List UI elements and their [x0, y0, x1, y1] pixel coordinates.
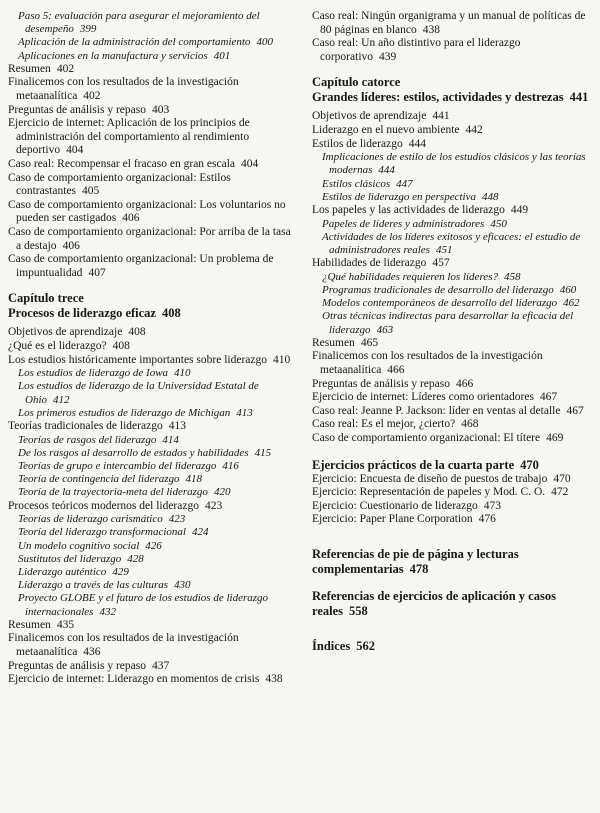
toc-entry-text: Implicaciones de estilo de los estudios clásicos y las teorías modernas: [322, 151, 586, 177]
toc-entry-text: Sustitutos del liderazgo: [18, 552, 122, 565]
toc-entry-text: Resumen: [312, 336, 355, 349]
toc-entry-page-number: 404: [241, 157, 259, 170]
toc-entry-page-number: 441: [432, 110, 450, 123]
toc-entry-text: Aplicación de la administración del comportamiento: [18, 36, 251, 49]
toc-entry-text: Preguntas de análisis y repaso: [312, 377, 450, 390]
toc-entry-text: Capítulo catorce: [312, 75, 401, 90]
toc-entry-page-number: 402: [56, 62, 75, 75]
toc-entry-main: [8, 172, 294, 199]
toc-entry-page-number: 407: [88, 266, 106, 279]
toc-entry-sub: [18, 10, 294, 36]
toc-entry-page-number: 473: [483, 499, 501, 512]
toc-entry-text: Teorías de liderazgo carismático: [18, 513, 163, 526]
toc-entry-text: Liderazgo auténtico: [18, 565, 107, 578]
toc-entry-sub: [322, 178, 598, 191]
toc-entry-text: Objetivos de aprendizaje: [312, 110, 427, 123]
toc-entry-text: Ejercicio de internet: Líderes como orientadores: [312, 391, 534, 404]
toc-entry-main: [8, 500, 294, 514]
toc-entry-chapter-title: [8, 306, 294, 321]
toc-entry-text: Programas tradicionales de desarrollo del liderazgo: [322, 283, 554, 296]
toc-entry-text: Resumen: [8, 618, 51, 631]
toc-entry-sub: [322, 231, 598, 257]
toc-entry-page-number: 478: [409, 561, 429, 576]
toc-entry-sub: [322, 271, 598, 284]
toc-entry-page-number: 406: [62, 239, 80, 252]
toc-entry-page-number: 468: [461, 418, 479, 431]
toc-entry-page-number: 428: [127, 552, 144, 565]
toc-entry-sub: [322, 284, 598, 297]
toc-entry-page-number: 438: [422, 23, 441, 36]
toc-entry-page-number: 467: [566, 404, 584, 417]
toc-entry-page-number: 408: [161, 306, 181, 321]
toc-entry-text: Grandes líderes: estilos, actividades y destrezas: [312, 90, 564, 105]
toc-entry-text: Caso de comportamiento organizacional: El títere: [312, 431, 541, 444]
toc-entry-text: Un modelo cognitivo social: [18, 539, 140, 552]
toc-entry-page-number: 414: [162, 433, 179, 446]
toc-entry-text: Los estudios de liderazgo de la Universidad Estatal de Ohio: [18, 380, 259, 406]
toc-entry-text: Caso de comportamiento organizacional: Los voluntarios no pueden ser castigados: [8, 198, 286, 225]
toc-entry-text: Habilidades de liderazgo: [312, 257, 427, 270]
toc-entry-sub: [18, 486, 294, 499]
toc-entry-main: [312, 473, 598, 487]
toc-entry-page-number: 420: [213, 486, 231, 499]
toc-entry-text: Teoría de contingencia del liderazgo: [18, 473, 180, 486]
toc-entry-page-number: 402: [83, 90, 101, 102]
toc-entry-page-number: 438: [265, 673, 283, 686]
toc-entry-text: Caso de comportamiento organizacional: Un problema de impuntualidad: [8, 253, 274, 279]
toc-entry-text: Estilos clásicos: [322, 177, 391, 190]
toc-entry-page-number: 408: [112, 339, 130, 352]
toc-entry-page-number: 451: [435, 243, 453, 256]
toc-entry-page-number: 444: [408, 137, 426, 150]
toc-entry-page-number: 429: [112, 565, 129, 578]
toc-entry-text: Los primeros estudios de liderazgo de Michigan: [18, 406, 231, 419]
toc-entry-main: [8, 104, 294, 118]
toc-entry-main: [8, 117, 294, 158]
toc-entry-text: ¿Qué es el liderazgo?: [8, 339, 107, 352]
toc-entry-text: Otras técnicas indirectas para desarrollar la eficacia del liderazgo: [322, 310, 574, 336]
toc-entry-page-number: 405: [82, 185, 100, 198]
toc-entry-page-number: 466: [455, 377, 474, 390]
toc-entry-page-number: 410: [273, 353, 291, 366]
toc-entry-sub: [18, 407, 294, 420]
toc-entry-page-number: 436: [83, 645, 101, 658]
toc-entry-main: [8, 63, 294, 77]
toc-entry-text: Procesos de liderazgo eficaz: [8, 306, 156, 321]
toc-entry-page-number: 406: [122, 212, 140, 225]
toc-entry-page-number: 457: [432, 257, 450, 270]
toc-entry-text: Preguntas de análisis y repaso: [8, 659, 146, 672]
toc-entry-page-number: 465: [360, 336, 379, 349]
toc-entry-text: Referencias de ejercicios de aplicación y casos reales: [312, 588, 556, 618]
toc-entry-main: [8, 76, 294, 103]
toc-entry-text: Los papeles y las actividades de liderazgo: [312, 203, 505, 216]
toc-column-left: [8, 10, 294, 813]
toc-entry-main: [312, 486, 598, 500]
toc-entry-sub: [18, 380, 294, 406]
toc-entry-page-number: 430: [174, 579, 191, 592]
toc-entry-page-number: 458: [503, 270, 521, 283]
toc-entry-main: [312, 257, 598, 271]
toc-entry-main: [8, 660, 294, 674]
toc-entry-text: Caso de comportamiento organizacional: Estilos contrastantes: [8, 171, 231, 198]
toc-entry-page-number: 423: [168, 513, 186, 526]
toc-entry-sub: [18, 540, 294, 553]
toc-entry-text: Los estudios históricamente importantes sobre liderazgo: [8, 353, 268, 366]
toc-entry-main: [8, 619, 294, 633]
toc-entry-main: [8, 226, 294, 253]
toc-entry-text: Teorías tradicionales de liderazgo: [8, 419, 163, 432]
toc-entry-sub: [18, 592, 294, 618]
toc-entry-page-number: 470: [553, 472, 571, 485]
toc-entry-page-number: 410: [174, 367, 191, 380]
toc-entry-page-number: 442: [465, 123, 483, 136]
toc-entry-chapter-label: [312, 75, 598, 90]
toc-entry-sub: [18, 566, 294, 579]
toc-entry-text: Ejercicio: Cuestionario de liderazgo: [312, 499, 478, 512]
toc-entry-main: [8, 340, 294, 354]
toc-entry-page-number: 439: [379, 50, 397, 63]
toc-entry-main: [312, 391, 598, 405]
toc-entry-sub: [18, 553, 294, 566]
toc-entry-sub: [18, 50, 294, 63]
toc-entry-page-number: 562: [356, 638, 375, 653]
toc-entry-page-number: 462: [563, 297, 580, 310]
toc-entry-part-heading: [312, 547, 598, 577]
toc-entry-sub: [18, 447, 294, 460]
toc-entry-page-number: 450: [490, 217, 507, 230]
toc-entry-page-number: 448: [481, 190, 499, 203]
toc-entry-page-number: 463: [376, 323, 394, 336]
toc-entry-main: [312, 10, 598, 37]
toc-entry-sub: [18, 473, 294, 486]
toc-entry-text: Procesos teóricos modernos del liderazgo: [8, 499, 199, 512]
toc-entry-text: Ejercicio: Paper Plane Corporation: [312, 513, 473, 526]
toc-entry-page-number: 399: [79, 23, 97, 36]
toc-entry-main: [312, 378, 598, 392]
toc-entry-page-number: 460: [559, 283, 577, 296]
toc-entry-text: Preguntas de análisis y repaso: [8, 103, 146, 116]
toc-entry-sub: [18, 513, 294, 526]
toc-entry-text: Caso de comportamiento organizacional: Por arriba de la tasa a destajo: [8, 225, 291, 252]
toc-entry-part-heading: [312, 458, 598, 473]
toc-entry-text: Estilos de liderazgo: [312, 137, 403, 150]
toc-entry-text: Caso real: Ningún organigrama y un manual de políticas de 80 páginas en blanco: [312, 10, 586, 36]
toc-entry-sub: [322, 191, 598, 204]
toc-entry-page-number: 435: [56, 618, 75, 631]
toc-entry-sub: [322, 151, 598, 177]
toc-entry-text: Estilos de liderazgo en perspectiva: [322, 190, 476, 203]
toc-entry-text: Finalicemos con los resultados de la investigación metaanalítica: [8, 76, 239, 102]
toc-entry-sub: [322, 297, 598, 310]
toc-entry-page-number: 423: [204, 499, 223, 512]
toc-entry-page-number: 408: [128, 326, 146, 339]
toc-entry-text: Modelos contemporáneos de desarrollo del liderazgo: [322, 297, 558, 310]
toc-entry-text: Ejercicio: Encuesta de diseño de puestos de trabajo: [312, 472, 548, 485]
toc-entry-text: Teoría de la trayectoria-meta del liderazgo: [18, 486, 208, 499]
toc-entry-text: Resumen: [8, 62, 51, 75]
toc-entry-chapter-label: [8, 291, 294, 306]
toc-entry-main: [8, 420, 294, 434]
toc-entry-main: [312, 204, 598, 218]
toc-entry-main: [312, 37, 598, 64]
toc-entry-text: ¿Qué habilidades requieren los líderes?: [322, 270, 498, 283]
toc-entry-page-number: 437: [151, 659, 170, 672]
toc-entry-main: [8, 354, 294, 368]
toc-entry-sub: [18, 460, 294, 473]
toc-entry-text: Caso real: Es el mejor, ¿cierto?: [312, 418, 456, 431]
toc-entry-text: Finalicemos con los resultados de la investigación metaanalítica: [8, 632, 239, 658]
toc-entry-page-number: 447: [396, 177, 413, 190]
toc-entry-text: Teoría del liderazgo transformacional: [18, 526, 186, 539]
toc-entry-page-number: 418: [185, 473, 203, 486]
toc-entry-page-number: 415: [254, 446, 272, 459]
toc-entry-sub: [322, 310, 598, 336]
toc-entry-sub: [18, 367, 294, 380]
toc-entry-page-number: 444: [378, 164, 395, 177]
toc-entry-page-number: 412: [53, 393, 70, 406]
toc-entry-text: Ejercicio: Representación de papeles y Mod. C. O.: [312, 486, 546, 499]
toc-entry-text: Liderazgo a través de las culturas: [18, 579, 169, 592]
toc-entry-text: Aplicaciones en la manufactura y servicios: [18, 49, 208, 62]
toc-entry-main: [312, 124, 598, 138]
toc-entry-text: De los rasgos al desarrollo de estados y habilidades: [18, 446, 249, 459]
toc-entry-sub: [18, 36, 294, 49]
toc-entry-page-number: 441: [569, 90, 589, 105]
toc-entry-page-number: 426: [145, 539, 162, 552]
toc-entry-main: [312, 138, 598, 152]
toc-entry-main: [312, 405, 598, 419]
toc-entry-sub: [322, 218, 598, 231]
toc-entry-main: [8, 253, 294, 280]
toc-entry-sub: [18, 526, 294, 539]
toc-entry-text: Liderazgo en el nuevo ambiente: [312, 123, 460, 136]
toc-entry-part-heading: [312, 639, 598, 654]
toc-entry-text: Ejercicio de internet: Liderazgo en momentos de crisis: [8, 673, 260, 686]
toc-entry-page-number: 403: [151, 103, 170, 116]
toc-entry-page-number: 476: [478, 513, 496, 526]
toc-entry-text: Teorías de rasgos del liderazgo: [18, 433, 157, 446]
toc-entry-page-number: 416: [222, 459, 239, 472]
toc-entry-page-number: 472: [551, 486, 569, 499]
toc-entry-text: Referencias de pie de página y lecturas complementarias: [312, 546, 519, 576]
toc-entry-main: [312, 337, 598, 351]
toc-entry-text: Finalicemos con los resultados de la investigación metaanalítica: [312, 350, 543, 376]
toc-entry-page-number: 469: [546, 431, 564, 444]
toc-entry-page-number: 558: [349, 603, 368, 618]
toc-entry-part-heading: [312, 589, 598, 619]
toc-entry-text: Caso real: Jeanne P. Jackson: líder en ventas al detalle: [312, 404, 561, 417]
toc-entry-main: [312, 432, 598, 446]
toc-entry-main: [8, 326, 294, 340]
toc-entry-text: Actividades de los líderes exitosos y eficaces: el estudio de administradores reales: [322, 230, 581, 256]
toc-entry-page-number: 467: [539, 391, 558, 404]
toc-entry-text: Ejercicios prácticos de la cuarta parte: [312, 457, 515, 472]
toc-entry-text: Índices: [312, 638, 351, 653]
toc-entry-page-number: 449: [510, 203, 529, 216]
toc-entry-text: Caso real: Recompensar el fracaso en gran escala: [8, 157, 236, 170]
toc-entry-main: [312, 513, 598, 527]
toc-entry-page-number: 413: [236, 406, 253, 419]
toc-entry-main: [312, 418, 598, 432]
toc-entry-text: Ejercicio de internet: Aplicación de los principios de administración del comportamiento al rendimiento deportivo: [8, 117, 250, 157]
toc-entry-text: Objetivos de aprendizaje: [8, 326, 123, 339]
toc-entry-text: Proyecto GLOBE y el futuro de los estudios de liderazgo internacionales: [18, 592, 269, 618]
toc-entry-text: Teorías de grupo e intercambio del liderazgo: [18, 459, 217, 472]
toc-entry-chapter-title: [312, 90, 598, 105]
toc-entry-main: [312, 110, 598, 124]
toc-entry-page-number: 424: [191, 526, 209, 539]
toc-entry-text: Los estudios de liderazgo de Iowa: [18, 367, 169, 380]
toc-entry-text: Papeles de líderes y administradores: [322, 217, 485, 230]
toc-entry-main: [8, 632, 294, 659]
toc-entry-text: Paso 5: evaluación para asegurar el mejoramiento del desempeño: [18, 10, 260, 36]
toc-entry-page-number: 432: [99, 605, 116, 618]
toc-entry-sub: [18, 434, 294, 447]
toc-entry-page-number: 413: [168, 419, 186, 432]
toc-entry-text: Caso real: Un año distintivo para el liderazgo corporativo: [312, 37, 521, 63]
toc-entry-main: [8, 199, 294, 226]
toc-entry-page-number: 404: [66, 144, 84, 157]
toc-column-right: [312, 10, 598, 813]
toc-entry-sub: [18, 579, 294, 592]
toc-entry-page-number: 466: [387, 363, 405, 376]
toc-entry-page-number: 401: [213, 49, 231, 62]
toc-entry-page-number: 400: [256, 36, 273, 49]
toc-entry-main: [312, 350, 598, 377]
toc-entry-text: Capítulo trece: [8, 291, 84, 306]
toc-entry-main: [8, 158, 294, 172]
toc-entry-page-number: 470: [520, 457, 539, 472]
toc-entry-main: [312, 500, 598, 514]
toc-entry-main: [8, 673, 294, 687]
